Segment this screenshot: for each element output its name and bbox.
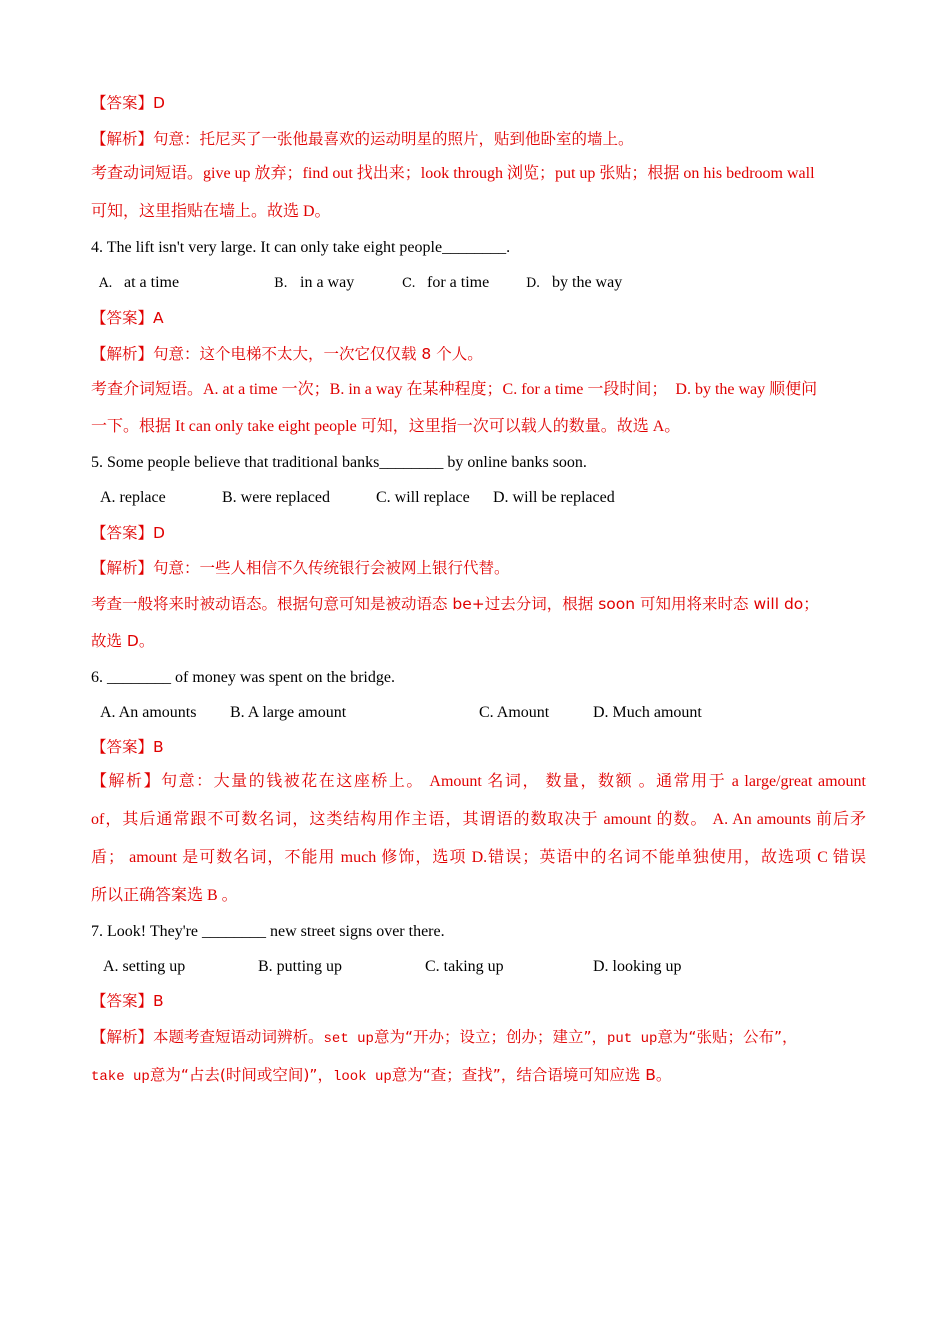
q7-option-b: B. putting up [258,958,343,975]
q5-option-a: A. replace [100,489,166,506]
q4-option-b-letter: B. [274,276,288,291]
term-put-up: put up [607,1031,658,1047]
q7-option-c: C. taking up [425,958,504,975]
q6-option-c: C. Amount [479,704,550,721]
q6-answer: 【答案】B [91,738,164,756]
q5-answer: 【答案】D [91,524,165,542]
q4-option-c-text: for a time [427,274,490,291]
term-take-up: take up [91,1069,150,1085]
q4-option-c-letter: C. [402,276,416,291]
q4-option-d-text: by the way [552,274,623,291]
q6-option-d: D. Much amount [593,704,702,721]
q4-option-a-letter: A. [99,276,113,291]
q6-analysis-line4: 所以正确答案选 B 。 [91,887,238,904]
term-look-up: look up [332,1069,392,1085]
q3-answer: 【答案】D [91,94,165,112]
q7-set-up-meaning: 意为“开办；设立；创办；建立”， [373,1028,607,1046]
q3-analysis: 【解析】句意：托尼买了一张他最喜欢的运动明星的照片，贴到他卧室的墙上。 [91,130,634,148]
q4-stem: 4. The lift isn't very large. It can only take eight people________. [91,239,511,256]
q3-explanation-line2: 可知，这里指贴在墙上。故选 D。 [91,203,331,220]
q4-explanation-line1: 考查介词短语。A. at a time 一次；B. in a way 在某种程度；C. for a time 一段时间； D. by the way 顺便问 [91,381,818,398]
q7-analysis-line1 [91,1026,866,1050]
q4-answer: 【答案】A [91,309,164,327]
q7-put-up-meaning: 意为“张贴；公布”， [657,1028,798,1046]
q7-analysis-line2 [91,1064,866,1088]
q6-stem: 6. ________ of money was spent on the bridge. [91,669,395,686]
q7-look-up-meaning: 意为“查；查找”，结合语境可知应选 B。 [391,1066,672,1084]
q4-analysis: 【解析】句意：这个电梯不太大，一次它仅仅载 8 个人。 [91,345,483,363]
q7-analysis-intro: 【解析】本题考查短语动词辨析。 [91,1028,324,1046]
q6-option-a: A. An amounts [100,704,197,721]
q5-option-c: C. will replace [376,489,470,506]
q6-option-b: B. A large amount [230,704,347,721]
q7-answer: 【答案】B [91,992,164,1010]
q6-analysis-line2: of，其后通常跟不可数名词，这类结构用作主语，其谓语的数取决于 amount 的数。 A. An amounts 前后矛 [91,811,866,828]
q6-analysis-line1: 【解析】句意：大量的钱被花在这座桥上。 Amount 名词， 数量，数额 。通常用于 a large/great amount [91,773,866,790]
q5-analysis: 【解析】句意：一些人相信不久传统银行会被网上银行代替。 [91,559,510,577]
q7-option-d: D. looking up [593,958,682,975]
q4-explanation-line2: 一下。根据 It can only take eight people 可知，这里指一次可以载人的数量。故选 A。 [91,418,681,435]
q4-option-b-text: in a way [300,274,355,291]
q5-option-b: B. were replaced [222,489,330,506]
q3-explanation-line1: 考查动词短语。give up 放弃；find out 找出来；look through 浏览；put up 张贴；根据 on his bedroom wall [91,165,815,182]
q4-option-a-text: at a time [124,274,180,291]
q7-take-up-meaning: 意为“占去(时间或空间)”， [149,1066,333,1084]
q5-option-d: D. will be replaced [493,489,615,506]
q4-option-d-letter: D. [526,276,541,291]
q5-explanation-line2: 故选 D。 [91,632,155,650]
q5-stem: 5. Some people believe that traditional banks________ by online banks soon. [91,454,587,471]
q7-stem: 7. Look! They're ________ new street signs over there. [91,923,445,940]
term-set-up: set up [323,1031,374,1047]
q5-explanation-line1: 考查一般将来时被动语态。根据句意可知是被动语态 be+过去分词，根据 soon 可知用将来时态 will do； [91,595,819,613]
q7-option-a: A. setting up [103,958,186,975]
q6-analysis-line3: 盾； amount 是可数名词，不能用 much 修饰，选项 D.错误；英语中的名词不能单独使用，故选项 C 错误 [91,849,866,866]
